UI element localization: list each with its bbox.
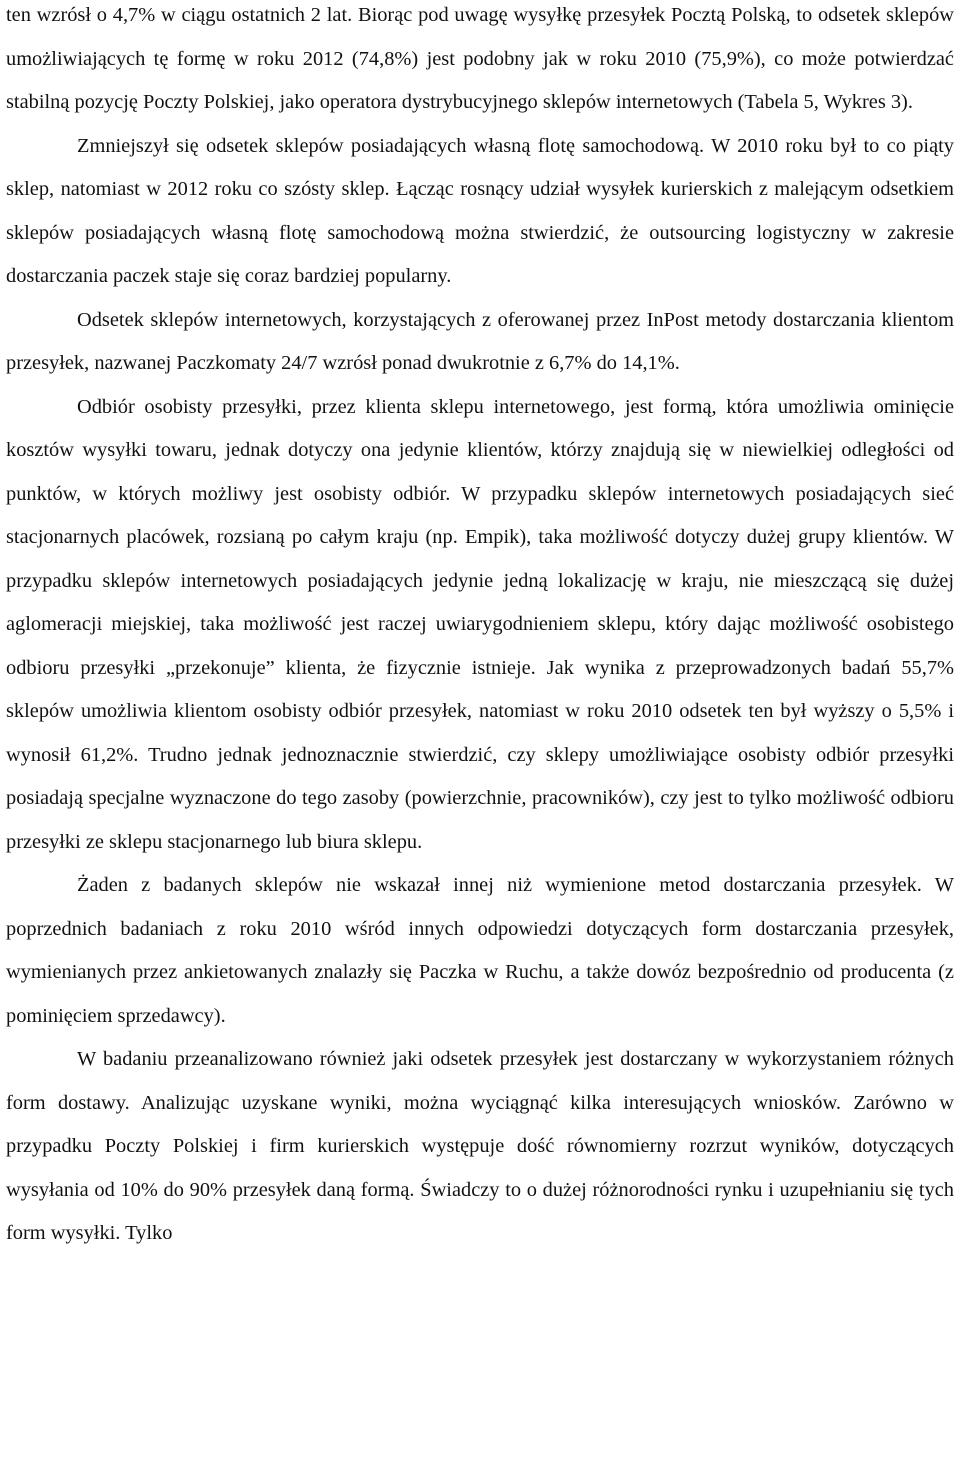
- paragraph-personal-pickup: Odbiór osobisty przesyłki, przez klienta sklepu internetowego, jest formą, która umożliwia ominięcie kosztów wysyłki towaru, jednak dotyczy ona jedynie klientów, którzy znajdują się w niewielkiej odległości od punktów, w których możliwy jest osobisty odbiór. W przypadku sklepów internetowych posiadających sieć stacjonarnych placówek, rozsianą po całym kraju (np. Empik), taka możliwość dotyczy dużej grupy klientów. W przypadku sklepów internetowych posiadających jedynie jedną lokalizację w kraju, nie mieszczącą się dużej aglomeracji miejskiej, taka możliwość jest raczej uwiarygodnieniem sklepu, który dając możliwość osobistego odbioru przesyłki „przekonuje” klienta, że fizycznie istnieje. Jak wynika z przeprowadzonych badań 55,7% sklepów umożliwia klientom osobisty odbiór przesyłek, natomiast w roku 2010 odsetek ten był wyższy o 5,5% i wynosił 61,2%. Trudno jednak jednoznacznie stwierdzić, czy sklepy umożliwiające osobisty odbiór przesyłki posiadają specjalne wyznaczone do tego zasoby (powierzchnie, pracowników), czy jest to tylko możliwość odbioru przesyłki ze sklepu stacjonarnego lub biura sklepu.: [6, 395, 954, 853]
- document-page: [6, 0, 954, 1256]
- paragraph-paczkomaty: Odsetek sklepów internetowych, korzystających z oferowanej przez InPost metody dostarczania klientom przesyłek, nazwanej Paczkomaty 24/7 wzrósł ponad dwukrotnie z 6,7% do 14,1%.: [6, 308, 954, 374]
- paragraph-other-methods: Żaden z badanych sklepów nie wskazał innej niż wymienione metod dostarczania przesyłek. W poprzednich badaniach z roku 2010 wśród innych odpowiedzi dotyczących form dostarczania przesyłek, wymienianych przez ankietowanych znalazły się Paczka w Ruchu, a także dowóz bezpośrednio od producenta (z pominięciem sprzedawcy).: [6, 874, 954, 1027]
- paragraph-delivery-share: W badaniu przeanalizowano również jaki odsetek przesyłek jest dostarczany w wykorzystaniem różnych form dostawy. Analizując uzyskane wyniki, można wyciągnąć kilka interesujących wniosków. Zarówno w przypadku Poczty Polskiej i firm kurierskich występuje dość równomierny rozrzut wyników, dotyczących wysyłania od 10% do 90% przesyłek daną formą. Świadczy to o dużej różnorodności rynku i uzupełnianiu się tych form wysyłki. Tylko: [6, 1048, 954, 1244]
- paragraph-fleet: Zmniejszył się odsetek sklepów posiadających własną flotę samochodową. W 2010 roku był to co piąty sklep, natomiast w 2012 roku co szósty sklep. Łącząc rosnący udział wysyłek kurierskich z malejącym odsetkiem sklepów posiadających własną flotę samochodową można stwierdzić, że outsourcing logistyczny w zakresie dostarczania paczek staje się coraz bardziej popularny.: [6, 134, 954, 287]
- paragraph-continuation: ten wzrósł o 4,7% w ciągu ostatnich 2 lat. Biorąc pod uwagę wysyłkę przesyłek Pocztą Polską, to odsetek sklepów umożliwiających tę formę w roku 2012 (74,8%) jest podobny jak w roku 2010 (75,9%), co może potwierdzać stabilną pozycję Poczty Polskiej, jako operatora dystrybucyjnego sklepów internetowych (Tabela 5, Wykres 3).: [6, 4, 954, 113]
